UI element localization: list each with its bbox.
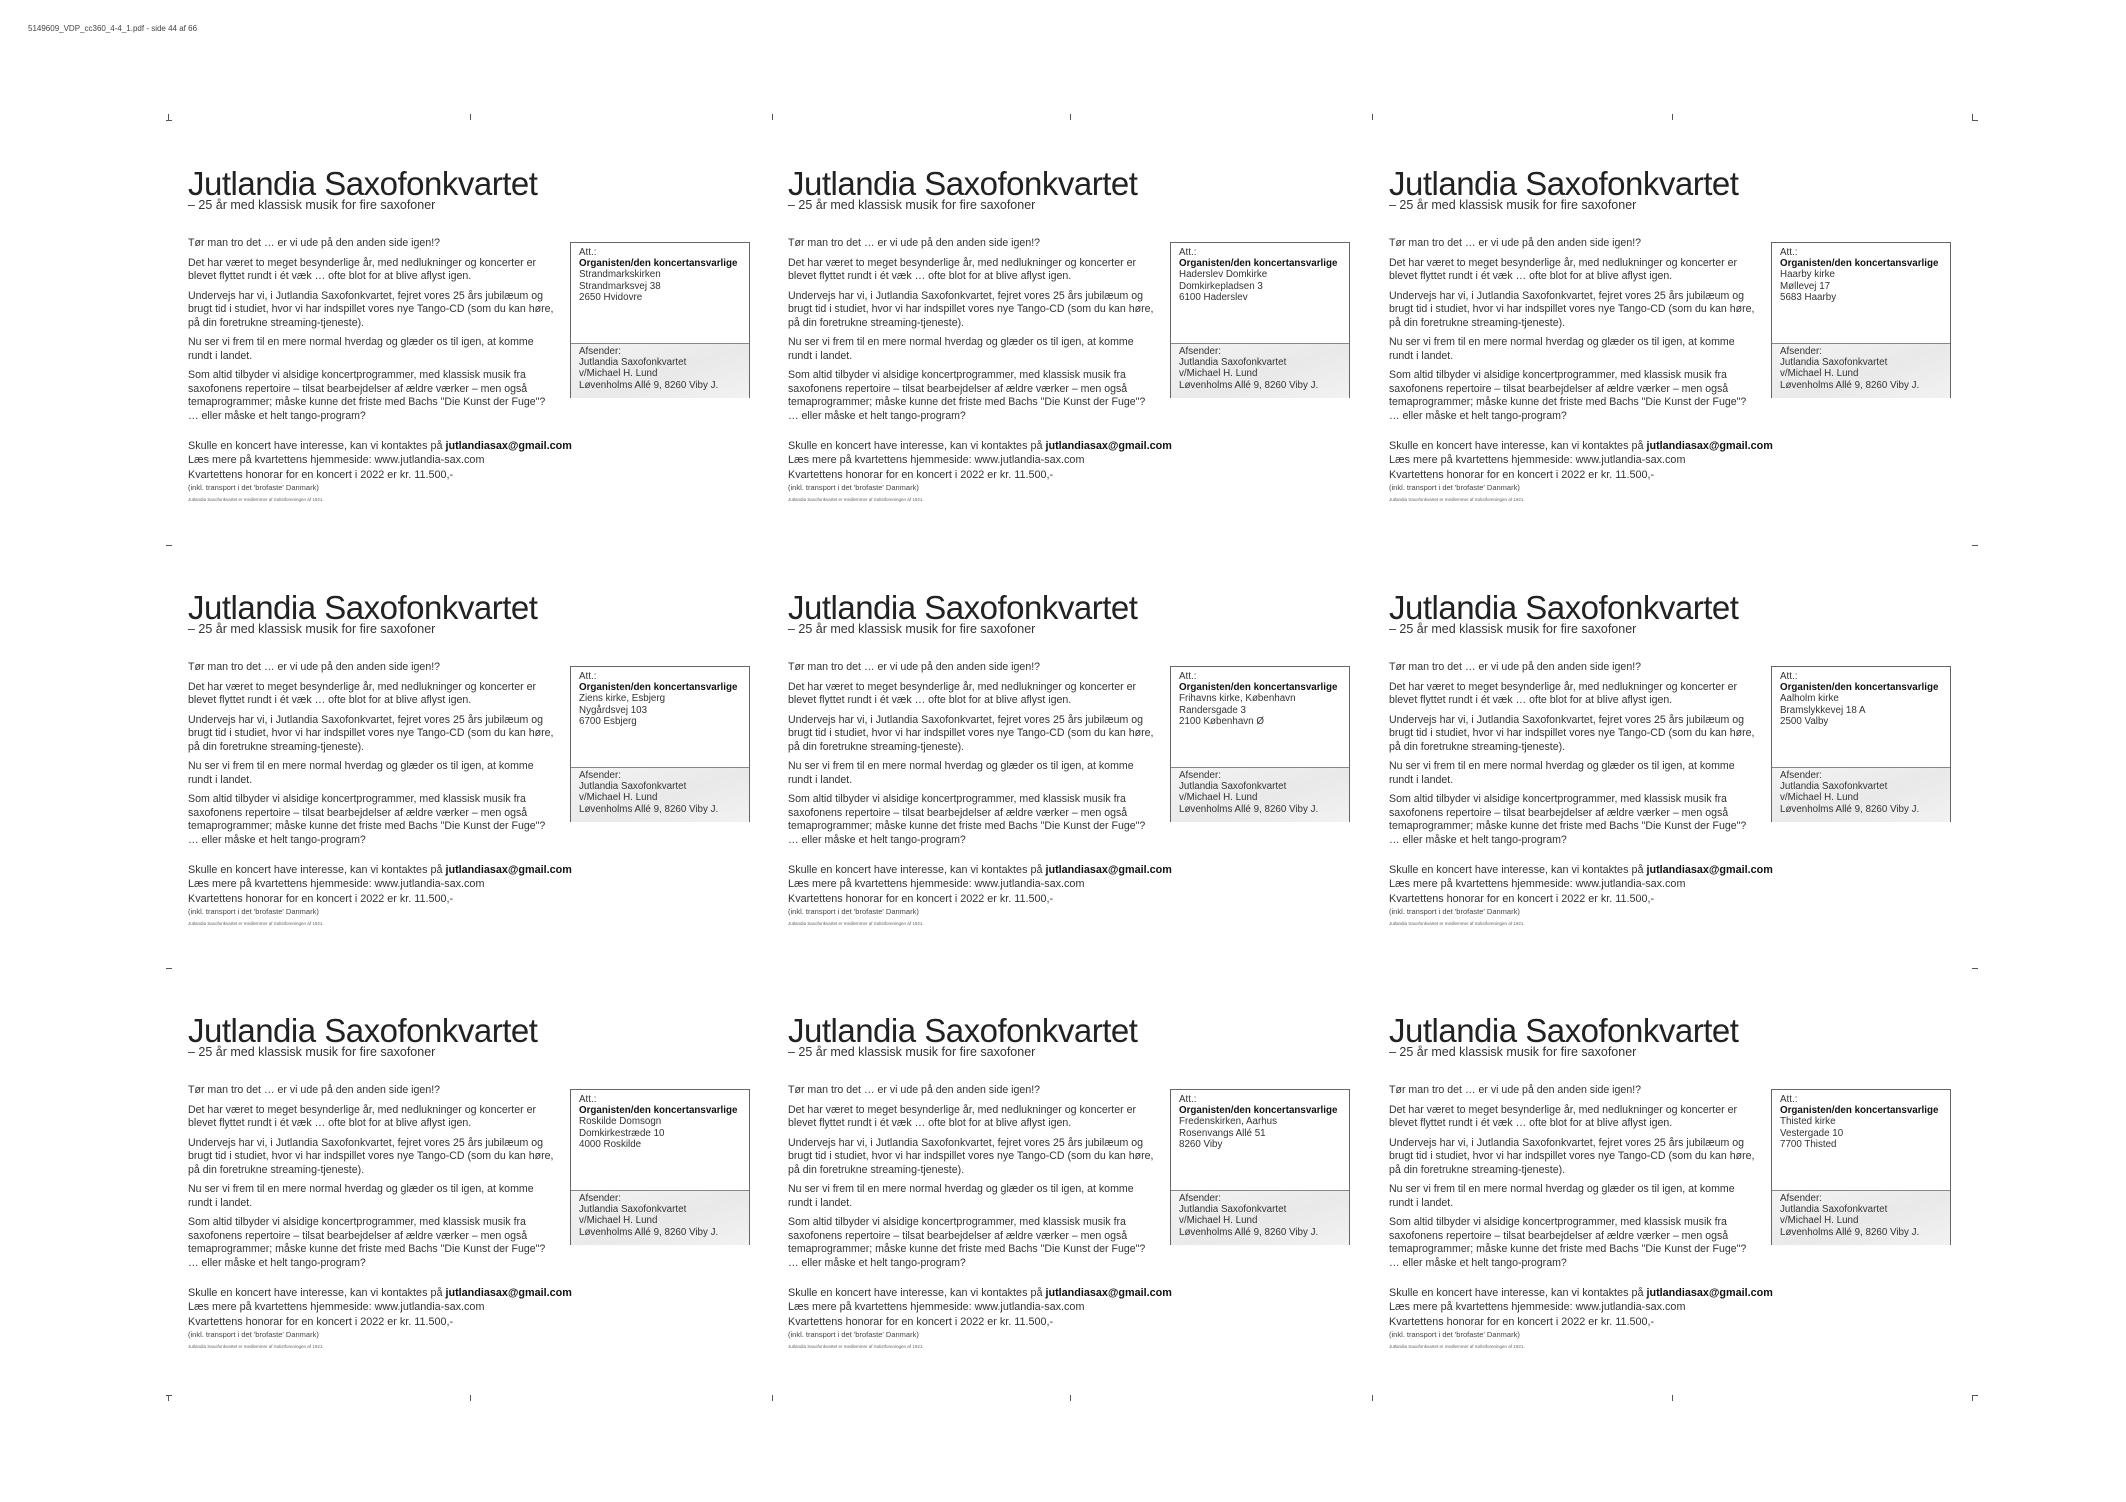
fee-note: (inkl. transport i det 'brofaste' Danmark) <box>1389 483 1520 492</box>
fee-note: (inkl. transport i det 'brofaste' Danmark) <box>788 483 919 492</box>
contact-text: Skulle en koncert have interesse, kan vi kontaktes på <box>788 440 1046 452</box>
sender-name: Jutlandia Saxofonkvartet <box>579 781 687 793</box>
recipient-name: Haarby kirke <box>1780 269 1835 281</box>
flyer-card <box>1389 1012 1949 1352</box>
sender-label: Afsender: <box>1780 770 1822 781</box>
recipient-block <box>1179 247 1337 303</box>
crop-mark <box>168 1395 169 1401</box>
address-box <box>1771 242 1951 398</box>
crop-mark <box>1972 1395 1973 1401</box>
recipient-city: 7700 Thisted <box>1780 1138 1837 1150</box>
sender-address: Løvenholms Allé 9, 8260 Viby J. <box>579 379 719 391</box>
sender-contact: v/Michael H. Lund <box>579 368 658 380</box>
card-subtitle: – 25 år med klassisk musik for fire saxofoner <box>1389 198 1637 212</box>
sender-name: Jutlandia Saxofonkvartet <box>1780 357 1888 369</box>
body-paragraph: Nu ser vi frem til en mere normal hverdag og glæder os til igen, at komme rundt i landet. <box>788 336 1134 362</box>
body-paragraph: Det har været to meget besynderlige år, med nedlukninger og koncerter er blevet flyttet rundt i ét væk … ofte blot for at blive aflyst igen. <box>788 680 1137 706</box>
body-paragraph: Det har været to meget besynderlige år, med nedlukninger og koncerter er blevet flyttet rundt i ét væk … ofte blot for at blive aflyst igen. <box>188 680 537 706</box>
body-paragraph: Undervejs har vi, i Jutlandia Saxofonkvartet, fejret vores 25 års jubilæum og brugt tid i studiet, hvor vi har indspillet vores nye Tango-CD (som du kan høre, på din foretrukne streaming-tjeneste). <box>788 289 1154 329</box>
recipient-role: Organisten/den koncertansvarlige <box>1179 258 1338 270</box>
body-paragraph: Tør man tro det … er vi ude på den anden side igen!? <box>788 661 1041 673</box>
address-box <box>1771 1089 1951 1245</box>
att-label: Att.: <box>1780 1094 1798 1105</box>
sender-block <box>1772 343 1950 398</box>
recipient-name: Aalholm kirke <box>1780 693 1839 705</box>
sender-name: Jutlandia Saxofonkvartet <box>1179 1204 1287 1216</box>
sender-name: Jutlandia Saxofonkvartet <box>1780 781 1888 793</box>
fee-note: (inkl. transport i det 'brofaste' Danmark) <box>1389 907 1520 916</box>
recipient-name: Fredenskirken, Aarhus <box>1179 1116 1278 1128</box>
att-label: Att.: <box>1780 247 1798 258</box>
sender-label: Afsender: <box>579 1193 621 1204</box>
sender-block <box>1772 1190 1950 1245</box>
sender-contact: v/Michael H. Lund <box>579 792 658 804</box>
recipient-city: 2650 Hvidovre <box>579 291 643 303</box>
body-paragraph: Undervejs har vi, i Jutlandia Saxofonkvartet, fejret vores 25 års jubilæum og brugt tid i studiet, hvor vi har indspillet vores nye Tango-CD (som du kan høre, på din foretrukne streaming-tjeneste). <box>788 713 1154 753</box>
fee-line: Kvartettens honorar for en koncert i 2022 er kr. 11.500,- <box>1389 893 1655 905</box>
card-body <box>788 237 1158 429</box>
body-paragraph: Tør man tro det … er vi ude på den anden side igen!? <box>188 661 441 673</box>
body-paragraph: Tør man tro det … er vi ude på den anden side igen!? <box>188 1084 441 1096</box>
sender-block <box>571 767 749 822</box>
body-paragraph: Som altid tilbyder vi alsidige koncertprogrammer, med klassisk musik fra saxofonens repertoire – tilsat bearbejdelser af ældre værker – men også temaprogrammer; måske kunne det friste med Bachs "Die Kunst der Fuge"? … eller måske et helt tango-program? <box>188 369 546 422</box>
address-box <box>1170 666 1350 822</box>
fee-line: Kvartettens honorar for en koncert i 2022 er kr. 11.500,- <box>788 469 1054 481</box>
contact-text: Skulle en koncert have interesse, kan vi kontaktes på <box>188 440 446 452</box>
crop-mark <box>1972 120 1978 121</box>
fine-print: Jutlandia Saxofonkvartet er medlemmer af Solistforeningen af 1921. <box>1389 497 1525 502</box>
sender-block <box>571 343 749 398</box>
contact-block <box>1389 439 1949 467</box>
sender-name: Jutlandia Saxofonkvartet <box>1780 1204 1888 1216</box>
card-body <box>188 237 558 429</box>
recipient-city: 2500 Valby <box>1780 715 1829 727</box>
recipient-role: Organisten/den koncertansvarlige <box>579 682 738 694</box>
sender-label: Afsender: <box>1780 1193 1822 1204</box>
fine-print: Jutlandia Saxofonkvartet er medlemmer af Solistforeningen af 1921. <box>788 497 924 502</box>
crop-mark <box>470 114 471 120</box>
sender-address: Løvenholms Allé 9, 8260 Viby J. <box>1780 803 1920 815</box>
body-paragraph: Det har været to meget besynderlige år, med nedlukninger og koncerter er blevet flyttet rundt i ét væk … ofte blot for at blive aflyst igen. <box>188 1103 537 1129</box>
card-subtitle: – 25 år med klassisk musik for fire saxofoner <box>188 198 436 212</box>
crop-mark <box>166 968 172 969</box>
email-link[interactable]: jutlandiasax@gmail.com <box>445 864 572 876</box>
att-label: Att.: <box>579 1094 597 1105</box>
website-line: Læs mere på kvartettens hjemmeside: www.jutlandia-sax.com <box>1389 1301 1686 1313</box>
contact-text: Skulle en koncert have interesse, kan vi kontaktes på <box>1389 864 1647 876</box>
contact-text: Skulle en koncert have interesse, kan vi kontaktes på <box>1389 1287 1647 1299</box>
recipient-block <box>1780 247 1938 303</box>
body-paragraph: Nu ser vi frem til en mere normal hverdag og glæder os til igen, at komme rundt i landet. <box>1389 760 1735 786</box>
recipient-block <box>579 671 737 727</box>
email-link[interactable]: jutlandiasax@gmail.com <box>1045 864 1172 876</box>
contact-line <box>788 863 1348 877</box>
fee-line: Kvartettens honorar for en koncert i 2022 er kr. 11.500,- <box>1389 1316 1655 1328</box>
sender-contact: v/Michael H. Lund <box>1179 368 1258 380</box>
flyer-card <box>188 589 748 929</box>
recipient-city: 8260 Viby <box>1179 1138 1223 1150</box>
address-box <box>1771 666 1951 822</box>
recipient-role: Organisten/den koncertansvarlige <box>579 258 738 270</box>
flyer-card <box>1389 589 1949 929</box>
sender-contact: v/Michael H. Lund <box>1179 1215 1258 1227</box>
fine-print: Jutlandia Saxofonkvartet er medlemmer af Solistforeningen af 1921. <box>1389 1344 1525 1349</box>
crop-mark <box>1972 114 1973 120</box>
crop-mark <box>1070 1395 1071 1401</box>
address-box <box>570 666 750 822</box>
contact-line <box>788 1286 1348 1300</box>
sender-label: Afsender: <box>579 770 621 781</box>
crop-mark <box>772 114 773 120</box>
recipient-city: 6700 Esbjerg <box>579 715 637 727</box>
att-label: Att.: <box>579 247 597 258</box>
card-subtitle: – 25 år med klassisk musik for fire saxofoner <box>188 622 436 636</box>
fee-note: (inkl. transport i det 'brofaste' Danmark) <box>188 1330 319 1339</box>
card-subtitle: – 25 år med klassisk musik for fire saxofoner <box>788 1045 1036 1059</box>
contact-block <box>188 439 748 467</box>
fee-note: (inkl. transport i det 'brofaste' Danmark) <box>788 1330 919 1339</box>
email-link[interactable]: jutlandiasax@gmail.com <box>1045 440 1172 452</box>
recipient-name: Strandmarkskirken <box>579 269 661 281</box>
crop-mark <box>166 545 172 546</box>
sender-block <box>1171 767 1349 822</box>
fee-note: (inkl. transport i det 'brofaste' Danmark) <box>1389 1330 1520 1339</box>
address-box <box>1170 1089 1350 1245</box>
fine-print: Jutlandia Saxofonkvartet er medlemmer af Solistforeningen af 1921. <box>188 1344 324 1349</box>
contact-line <box>188 1286 748 1300</box>
website-line: Læs mere på kvartettens hjemmeside: www.jutlandia-sax.com <box>1389 878 1686 890</box>
email-link[interactable]: jutlandiasax@gmail.com <box>1646 864 1773 876</box>
card-body <box>1389 661 1759 853</box>
card-subtitle: – 25 år med klassisk musik for fire saxofoner <box>1389 1045 1637 1059</box>
card-subtitle: – 25 år med klassisk musik for fire saxofoner <box>188 1045 436 1059</box>
website-line: Læs mere på kvartettens hjemmeside: www.jutlandia-sax.com <box>788 454 1085 466</box>
body-paragraph: Undervejs har vi, i Jutlandia Saxofonkvartet, fejret vores 25 års jubilæum og brugt tid i studiet, hvor vi har indspillet vores nye Tango-CD (som du kan høre, på din foretrukne streaming-tjeneste). <box>1389 713 1755 753</box>
recipient-block <box>1780 671 1938 727</box>
contact-block <box>188 863 748 891</box>
body-paragraph: Nu ser vi frem til en mere normal hverdag og glæder os til igen, at komme rundt i landet. <box>788 1183 1134 1209</box>
crop-mark <box>166 120 172 121</box>
contact-block <box>1389 1286 1949 1314</box>
body-paragraph: Som altid tilbyder vi alsidige koncertprogrammer, med klassisk musik fra saxofonens repertoire – tilsat bearbejdelser af ældre værker – men også temaprogrammer; måske kunne det friste med Bachs "Die Kunst der Fuge"? … eller måske et helt tango-program? <box>188 793 546 846</box>
sender-contact: v/Michael H. Lund <box>579 1215 658 1227</box>
att-label: Att.: <box>1780 671 1798 682</box>
body-paragraph: Nu ser vi frem til en mere normal hverdag og glæder os til igen, at komme rundt i landet. <box>188 1183 534 1209</box>
fee-line: Kvartettens honorar for en koncert i 2022 er kr. 11.500,- <box>188 469 454 481</box>
recipient-role: Organisten/den koncertansvarlige <box>1179 682 1338 694</box>
website-line: Læs mere på kvartettens hjemmeside: www.jutlandia-sax.com <box>188 1301 485 1313</box>
card-title: Jutlandia Saxofonkvartet <box>1389 1012 1739 1049</box>
recipient-role: Organisten/den koncertansvarlige <box>1780 258 1939 270</box>
body-paragraph: Det har været to meget besynderlige år, med nedlukninger og koncerter er blevet flyttet rundt i ét væk … ofte blot for at blive aflyst igen. <box>1389 1103 1738 1129</box>
body-paragraph: Det har været to meget besynderlige år, med nedlukninger og koncerter er blevet flyttet rundt i ét væk … ofte blot for at blive aflyst igen. <box>1389 680 1738 706</box>
email-link[interactable]: jutlandiasax@gmail.com <box>1045 1287 1172 1299</box>
sender-contact: v/Michael H. Lund <box>1780 792 1859 804</box>
card-subtitle: – 25 år med klassisk musik for fire saxofoner <box>1389 622 1637 636</box>
address-box <box>570 242 750 398</box>
contact-line <box>1389 863 1949 877</box>
crop-mark <box>772 1395 773 1401</box>
recipient-name: Ziens kirke, Esbjerg <box>579 693 666 705</box>
card-title: Jutlandia Saxofonkvartet <box>188 1012 538 1049</box>
body-paragraph: Tør man tro det … er vi ude på den anden side igen!? <box>788 1084 1041 1096</box>
att-label: Att.: <box>1179 671 1197 682</box>
recipient-city: 5683 Haarby <box>1780 291 1837 303</box>
body-paragraph: Nu ser vi frem til en mere normal hverdag og glæder os til igen, at komme rundt i landet. <box>188 336 534 362</box>
card-title: Jutlandia Saxofonkvartet <box>1389 165 1739 202</box>
contact-block <box>788 1286 1348 1314</box>
crop-mark <box>166 1395 172 1396</box>
body-paragraph: Tør man tro det … er vi ude på den anden side igen!? <box>1389 661 1642 673</box>
crop-mark <box>1070 114 1071 120</box>
card-body <box>188 1084 558 1276</box>
website-line: Læs mere på kvartettens hjemmeside: www.jutlandia-sax.com <box>1389 454 1686 466</box>
flyer-card <box>188 165 748 505</box>
body-paragraph: Nu ser vi frem til en mere normal hverdag og glæder os til igen, at komme rundt i landet. <box>188 760 534 786</box>
card-body <box>188 661 558 853</box>
contact-block <box>188 1286 748 1314</box>
body-paragraph: Undervejs har vi, i Jutlandia Saxofonkvartet, fejret vores 25 års jubilæum og brugt tid i studiet, hvor vi har indspillet vores nye Tango-CD (som du kan høre, på din foretrukne streaming-tjeneste). <box>788 1136 1154 1176</box>
crop-mark <box>1372 114 1373 120</box>
contact-line <box>188 863 748 877</box>
website-line: Læs mere på kvartettens hjemmeside: www.jutlandia-sax.com <box>788 878 1085 890</box>
sender-block <box>571 1190 749 1245</box>
sender-name: Jutlandia Saxofonkvartet <box>579 1204 687 1216</box>
body-paragraph: Som altid tilbyder vi alsidige koncertprogrammer, med klassisk musik fra saxofonens repertoire – tilsat bearbejdelser af ældre værker – men også temaprogrammer; måske kunne det friste med Bachs "Die Kunst der Fuge"? … eller måske et helt tango-program? <box>188 1216 546 1269</box>
email-link[interactable]: jutlandiasax@gmail.com <box>1646 1287 1773 1299</box>
sender-block <box>1772 767 1950 822</box>
card-body <box>1389 237 1759 429</box>
sender-label: Afsender: <box>1179 1193 1221 1204</box>
card-title: Jutlandia Saxofonkvartet <box>1389 589 1739 626</box>
crop-mark <box>1972 545 1978 546</box>
contact-block <box>788 439 1348 467</box>
contact-text: Skulle en koncert have interesse, kan vi kontaktes på <box>788 864 1046 876</box>
contact-block <box>788 863 1348 891</box>
flyer-card <box>188 1012 748 1352</box>
recipient-street: Vestergade 10 <box>1780 1127 1844 1139</box>
fee-note: (inkl. transport i det 'brofaste' Danmark) <box>788 907 919 916</box>
sender-name: Jutlandia Saxofonkvartet <box>1179 781 1287 793</box>
body-paragraph: Som altid tilbyder vi alsidige koncertprogrammer, med klassisk musik fra saxofonens repertoire – tilsat bearbejdelser af ældre værker – men også temaprogrammer; måske kunne det friste med Bachs "Die Kunst der Fuge"? … eller måske et helt tango-program? <box>1389 793 1747 846</box>
att-label: Att.: <box>579 671 597 682</box>
sender-block <box>1171 343 1349 398</box>
sender-block <box>1171 1190 1349 1245</box>
recipient-role: Organisten/den koncertansvarlige <box>1179 1105 1338 1117</box>
card-body <box>788 1084 1158 1276</box>
body-paragraph: Tør man tro det … er vi ude på den anden side igen!? <box>1389 1084 1642 1096</box>
body-paragraph: Det har været to meget besynderlige år, med nedlukninger og koncerter er blevet flyttet rundt i ét væk … ofte blot for at blive aflyst igen. <box>788 256 1137 282</box>
contact-line <box>788 439 1348 453</box>
fee-line: Kvartettens honorar for en koncert i 2022 er kr. 11.500,- <box>788 1316 1054 1328</box>
fine-print: Jutlandia Saxofonkvartet er medlemmer af Solistforeningen af 1921. <box>188 497 324 502</box>
sender-contact: v/Michael H. Lund <box>1179 792 1258 804</box>
body-paragraph: Det har været to meget besynderlige år, med nedlukninger og koncerter er blevet flyttet rundt i ét væk … ofte blot for at blive aflyst igen. <box>188 256 537 282</box>
card-title: Jutlandia Saxofonkvartet <box>188 165 538 202</box>
body-paragraph: Undervejs har vi, i Jutlandia Saxofonkvartet, fejret vores 25 års jubilæum og brugt tid i studiet, hvor vi har indspillet vores nye Tango-CD (som du kan høre, på din foretrukne streaming-tjeneste). <box>188 289 554 329</box>
sender-address: Løvenholms Allé 9, 8260 Viby J. <box>1179 379 1319 391</box>
sender-address: Løvenholms Allé 9, 8260 Viby J. <box>1780 1226 1920 1238</box>
address-box <box>1170 242 1350 398</box>
crop-mark <box>1672 114 1673 120</box>
card-title: Jutlandia Saxofonkvartet <box>188 589 538 626</box>
fine-print: Jutlandia Saxofonkvartet er medlemmer af Solistforeningen af 1921. <box>188 921 324 926</box>
body-paragraph: Undervejs har vi, i Jutlandia Saxofonkvartet, fejret vores 25 års jubilæum og brugt tid i studiet, hvor vi har indspillet vores nye Tango-CD (som du kan høre, på din foretrukne streaming-tjeneste). <box>188 1136 554 1176</box>
sender-contact: v/Michael H. Lund <box>1780 368 1859 380</box>
recipient-name: Thisted kirke <box>1780 1116 1836 1128</box>
contact-text: Skulle en koncert have interesse, kan vi kontaktes på <box>1389 440 1647 452</box>
sender-address: Løvenholms Allé 9, 8260 Viby J. <box>1780 379 1920 391</box>
body-paragraph: Nu ser vi frem til en mere normal hverdag og glæder os til igen, at komme rundt i landet. <box>1389 1183 1735 1209</box>
sender-name: Jutlandia Saxofonkvartet <box>1179 357 1287 369</box>
sender-label: Afsender: <box>579 346 621 357</box>
card-title: Jutlandia Saxofonkvartet <box>788 1012 1138 1049</box>
body-paragraph: Som altid tilbyder vi alsidige koncertprogrammer, med klassisk musik fra saxofonens repertoire – tilsat bearbejdelser af ældre værker – men også temaprogrammer; måske kunne det friste med Bachs "Die Kunst der Fuge"? … eller måske et helt tango-program? <box>1389 1216 1747 1269</box>
recipient-role: Organisten/den koncertansvarlige <box>1780 682 1939 694</box>
contact-line <box>188 439 748 453</box>
att-label: Att.: <box>1179 247 1197 258</box>
recipient-street: Domkirkepladsen 3 <box>1179 280 1263 292</box>
body-paragraph: Nu ser vi frem til en mere normal hverdag og glæder os til igen, at komme rundt i landet. <box>1389 336 1735 362</box>
card-subtitle: – 25 år med klassisk musik for fire saxofoner <box>788 198 1036 212</box>
card-title: Jutlandia Saxofonkvartet <box>788 165 1138 202</box>
fee-note: (inkl. transport i det 'brofaste' Danmark) <box>188 907 319 916</box>
body-paragraph: Tør man tro det … er vi ude på den anden side igen!? <box>1389 237 1642 249</box>
card-title: Jutlandia Saxofonkvartet <box>788 589 1138 626</box>
body-paragraph: Nu ser vi frem til en mere normal hverdag og glæder os til igen, at komme rundt i landet. <box>788 760 1134 786</box>
contact-block <box>1389 863 1949 891</box>
body-paragraph: Som altid tilbyder vi alsidige koncertprogrammer, med klassisk musik fra saxofonens repertoire – tilsat bearbejdelser af ældre værker – men også temaprogrammer; måske kunne det friste med Bachs "Die Kunst der Fuge"? … eller måske et helt tango-program? <box>788 793 1146 846</box>
recipient-street: Strandmarksvej 38 <box>579 280 661 292</box>
fine-print: Jutlandia Saxofonkvartet er medlemmer af Solistforeningen af 1921. <box>788 921 924 926</box>
recipient-street: Randersgade 3 <box>1179 704 1246 716</box>
body-paragraph: Undervejs har vi, i Jutlandia Saxofonkvartet, fejret vores 25 års jubilæum og brugt tid i studiet, hvor vi har indspillet vores nye Tango-CD (som du kan høre, på din foretrukne streaming-tjeneste). <box>1389 1136 1755 1176</box>
crop-mark <box>470 1395 471 1401</box>
website-line: Læs mere på kvartettens hjemmeside: www.jutlandia-sax.com <box>788 1301 1085 1313</box>
sender-label: Afsender: <box>1780 346 1822 357</box>
sender-address: Løvenholms Allé 9, 8260 Viby J. <box>1179 1226 1319 1238</box>
contact-text: Skulle en koncert have interesse, kan vi kontaktes på <box>188 864 446 876</box>
recipient-block <box>579 1094 737 1150</box>
recipient-city: 2100 København Ø <box>1179 715 1264 727</box>
website-line: Læs mere på kvartettens hjemmeside: www.jutlandia-sax.com <box>188 454 485 466</box>
recipient-role: Organisten/den koncertansvarlige <box>1780 1105 1939 1117</box>
fine-print: Jutlandia Saxofonkvartet er medlemmer af Solistforeningen af 1921. <box>1389 921 1525 926</box>
sender-address: Løvenholms Allé 9, 8260 Viby J. <box>579 1226 719 1238</box>
sender-label: Afsender: <box>1179 346 1221 357</box>
sender-label: Afsender: <box>1179 770 1221 781</box>
email-link[interactable]: jutlandiasax@gmail.com <box>1646 440 1773 452</box>
recipient-name: Haderslev Domkirke <box>1179 269 1268 281</box>
recipient-block <box>1179 671 1337 727</box>
sender-address: Løvenholms Allé 9, 8260 Viby J. <box>1179 803 1319 815</box>
fee-line: Kvartettens honorar for en koncert i 2022 er kr. 11.500,- <box>188 1316 454 1328</box>
card-subtitle: – 25 år med klassisk musik for fire saxofoner <box>788 622 1036 636</box>
att-label: Att.: <box>1179 1094 1197 1105</box>
sender-name: Jutlandia Saxofonkvartet <box>579 357 687 369</box>
page-header: 5149609_VDP_cc360_4-4_1.pdf - side 44 af 66 <box>28 24 198 33</box>
recipient-street: Nygårdsvej 103 <box>579 704 648 716</box>
recipient-role: Organisten/den koncertansvarlige <box>579 1105 738 1117</box>
flyer-card <box>1389 165 1949 505</box>
recipient-street: Møllevej 17 <box>1780 280 1831 292</box>
website-line: Læs mere på kvartettens hjemmeside: www.jutlandia-sax.com <box>188 878 485 890</box>
flyer-card <box>788 1012 1348 1352</box>
body-paragraph: Det har været to meget besynderlige år, med nedlukninger og koncerter er blevet flyttet rundt i ét væk … ofte blot for at blive aflyst igen. <box>788 1103 1137 1129</box>
email-link[interactable]: jutlandiasax@gmail.com <box>445 1287 572 1299</box>
fee-line: Kvartettens honorar for en koncert i 2022 er kr. 11.500,- <box>788 893 1054 905</box>
recipient-city: 6100 Haderslev <box>1179 291 1248 303</box>
recipient-block <box>579 247 737 303</box>
fee-note: (inkl. transport i det 'brofaste' Danmark) <box>188 483 319 492</box>
recipient-name: Roskilde Domsogn <box>579 1116 662 1128</box>
crop-mark <box>1972 968 1978 969</box>
crop-mark <box>1672 1395 1673 1401</box>
body-paragraph: Som altid tilbyder vi alsidige koncertprogrammer, med klassisk musik fra saxofonens repertoire – tilsat bearbejdelser af ældre værker – men også temaprogrammer; måske kunne det friste med Bachs "Die Kunst der Fuge"? … eller måske et helt tango-program? <box>788 1216 1146 1269</box>
contact-text: Skulle en koncert have interesse, kan vi kontaktes på <box>788 1287 1046 1299</box>
body-paragraph: Det har været to meget besynderlige år, med nedlukninger og koncerter er blevet flyttet rundt i ét væk … ofte blot for at blive aflyst igen. <box>1389 256 1738 282</box>
email-link[interactable]: jutlandiasax@gmail.com <box>445 440 572 452</box>
body-paragraph: Tør man tro det … er vi ude på den anden side igen!? <box>788 237 1041 249</box>
body-paragraph: Tør man tro det … er vi ude på den anden side igen!? <box>188 237 441 249</box>
recipient-block <box>1780 1094 1938 1150</box>
body-paragraph: Undervejs har vi, i Jutlandia Saxofonkvartet, fejret vores 25 års jubilæum og brugt tid i studiet, hvor vi har indspillet vores nye Tango-CD (som du kan høre, på din foretrukne streaming-tjeneste). <box>188 713 554 753</box>
body-paragraph: Som altid tilbyder vi alsidige koncertprogrammer, med klassisk musik fra saxofonens repertoire – tilsat bearbejdelser af ældre værker – men også temaprogrammer; måske kunne det friste med Bachs "Die Kunst der Fuge"? … eller måske et helt tango-program? <box>1389 369 1747 422</box>
recipient-street: Rosenvangs Allé 51 <box>1179 1127 1266 1139</box>
sender-address: Løvenholms Allé 9, 8260 Viby J. <box>579 803 719 815</box>
contact-line <box>1389 1286 1949 1300</box>
recipient-name: Frihavns kirke, København <box>1179 693 1296 705</box>
sender-contact: v/Michael H. Lund <box>1780 1215 1859 1227</box>
contact-text: Skulle en koncert have interesse, kan vi kontaktes på <box>188 1287 446 1299</box>
card-body <box>788 661 1158 853</box>
crop-mark <box>168 114 169 120</box>
contact-line <box>1389 439 1949 453</box>
crop-mark <box>1372 1395 1373 1401</box>
flyer-card <box>788 165 1348 505</box>
flyer-card <box>788 589 1348 929</box>
fee-line: Kvartettens honorar for en koncert i 2022 er kr. 11.500,- <box>1389 469 1655 481</box>
address-box <box>570 1089 750 1245</box>
recipient-street: Domkirkestræde 10 <box>579 1127 665 1139</box>
fine-print: Jutlandia Saxofonkvartet er medlemmer af Solistforeningen af 1921. <box>788 1344 924 1349</box>
recipient-block <box>1179 1094 1337 1150</box>
body-paragraph: Som altid tilbyder vi alsidige koncertprogrammer, med klassisk musik fra saxofonens repertoire – tilsat bearbejdelser af ældre værker – men også temaprogrammer; måske kunne det friste med Bachs "Die Kunst der Fuge"? … eller måske et helt tango-program? <box>788 369 1146 422</box>
recipient-street: Bramslykkevej 18 A <box>1780 704 1866 716</box>
card-body <box>1389 1084 1759 1276</box>
recipient-city: 4000 Roskilde <box>579 1138 642 1150</box>
fee-line: Kvartettens honorar for en koncert i 2022 er kr. 11.500,- <box>188 893 454 905</box>
body-paragraph: Undervejs har vi, i Jutlandia Saxofonkvartet, fejret vores 25 års jubilæum og brugt tid i studiet, hvor vi har indspillet vores nye Tango-CD (som du kan høre, på din foretrukne streaming-tjeneste). <box>1389 289 1755 329</box>
